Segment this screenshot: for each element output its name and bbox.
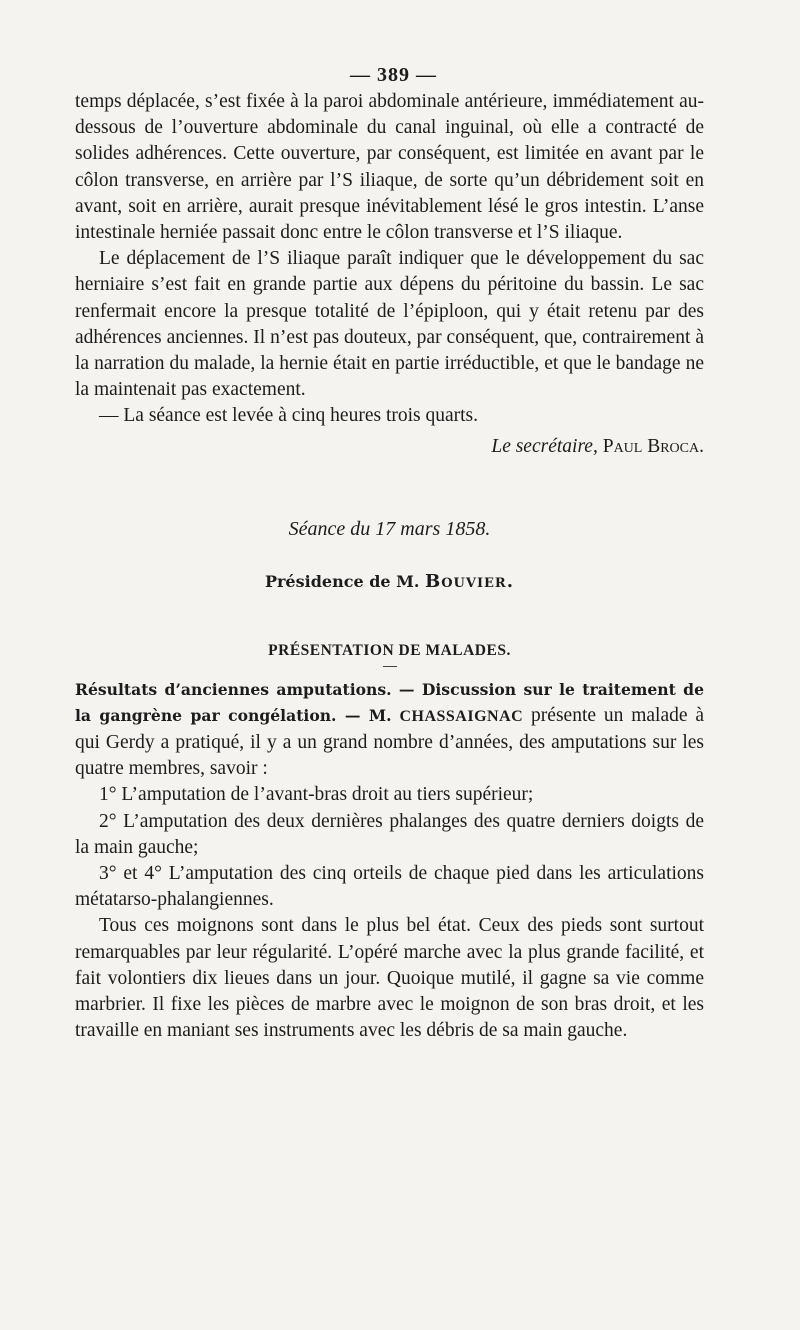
secretary-signature xyxy=(75,432,704,462)
list-item: 1° L’amputation de l’avant-bras droit au tiers supérieur; xyxy=(99,784,534,806)
list-item: 2° L’amputation des deux dernières phalanges des quatre derniers doigts de la main gauche; xyxy=(75,810,704,858)
speaker-name: CHASSAIGNAC xyxy=(399,707,524,725)
session-date: Séance du 17 mars 1858. xyxy=(288,517,491,540)
paragraph-hernia-continuation: temps déplacée, s’est fixée à la paroi abdominale antérieure, immédiatement au-dessous de l’ouverture abdominale du canal inguinal, où elle a contracté de solides adhérences. Cette ouverture, par conséquent, est limitée en avant par le côlon transverse, en arrière par l’S iliaque, de sorte qu’un débridement soit en avant, soit en arrière, aurait presque inévitablement lésé le gros intestin. L’anse intestinale herniée passait donc entre le côlon transverse et l’S iliaque. xyxy=(75,91,704,244)
intro-text: présente un malade à qui Gerdy a pratiqué, il y a un grand nombre d’années, des amputations sur les quatre membres, savoir : xyxy=(75,704,705,780)
paragraph-amputations-intro xyxy=(75,677,704,783)
signature-role: Le secrétaire, xyxy=(491,435,598,457)
page-number: — 389 — xyxy=(350,64,437,86)
paragraph-sigmoid-displacement: Le déplacement de l’S iliaque paraît indiquer que le développement du sac herniaire s’est fait en grande partie aux dépens du péritoine du bassin. Le sac renfermait encore la presque totalité de l’épiploon, qui y était retenu par des adhérences anciennes. Il n’est pas douteux, par conséquent, que, contrairement à la narration du malade, la hernie était en partie irréductible, et que le bandage ne la maintenait pas exactement. xyxy=(75,248,704,401)
paragraph-session-closed: — La séance est levée à cinq heures trois quarts. xyxy=(99,405,479,427)
president-name: Bouvier. xyxy=(424,570,515,592)
presidence-label: Présidence de M. xyxy=(264,571,420,591)
section-title: PRÉSENTATION DE MALADES. xyxy=(268,641,511,659)
presidence-line xyxy=(75,571,704,592)
article-heading: Résultats d’anciennes amputations. — Discussion sur le traitement de la gangrène par congélation. — M. xyxy=(75,679,704,725)
list-item: 3° et 4° L’amputation des cinq orteils de chaque pied dans les articulations métatarso-phalangiennes. xyxy=(75,863,704,911)
signature-name: Paul Broca. xyxy=(602,435,704,457)
paragraph-stumps-condition: Tous ces moignons sont dans le plus bel état. Ceux des pieds sont surtout remarquables par leur régularité. L’opéré marche avec la plus grande facilité, et fait volontiers dix lieues dans un jour. Quoique mutilé, il gagne sa vie comme marbrier. Il fixe les pièces de marbre avec le moignon de son bras droit, et les travaille en maniant ses instruments avec les débris de sa main gauche. xyxy=(75,915,704,1042)
section-divider xyxy=(383,666,397,667)
